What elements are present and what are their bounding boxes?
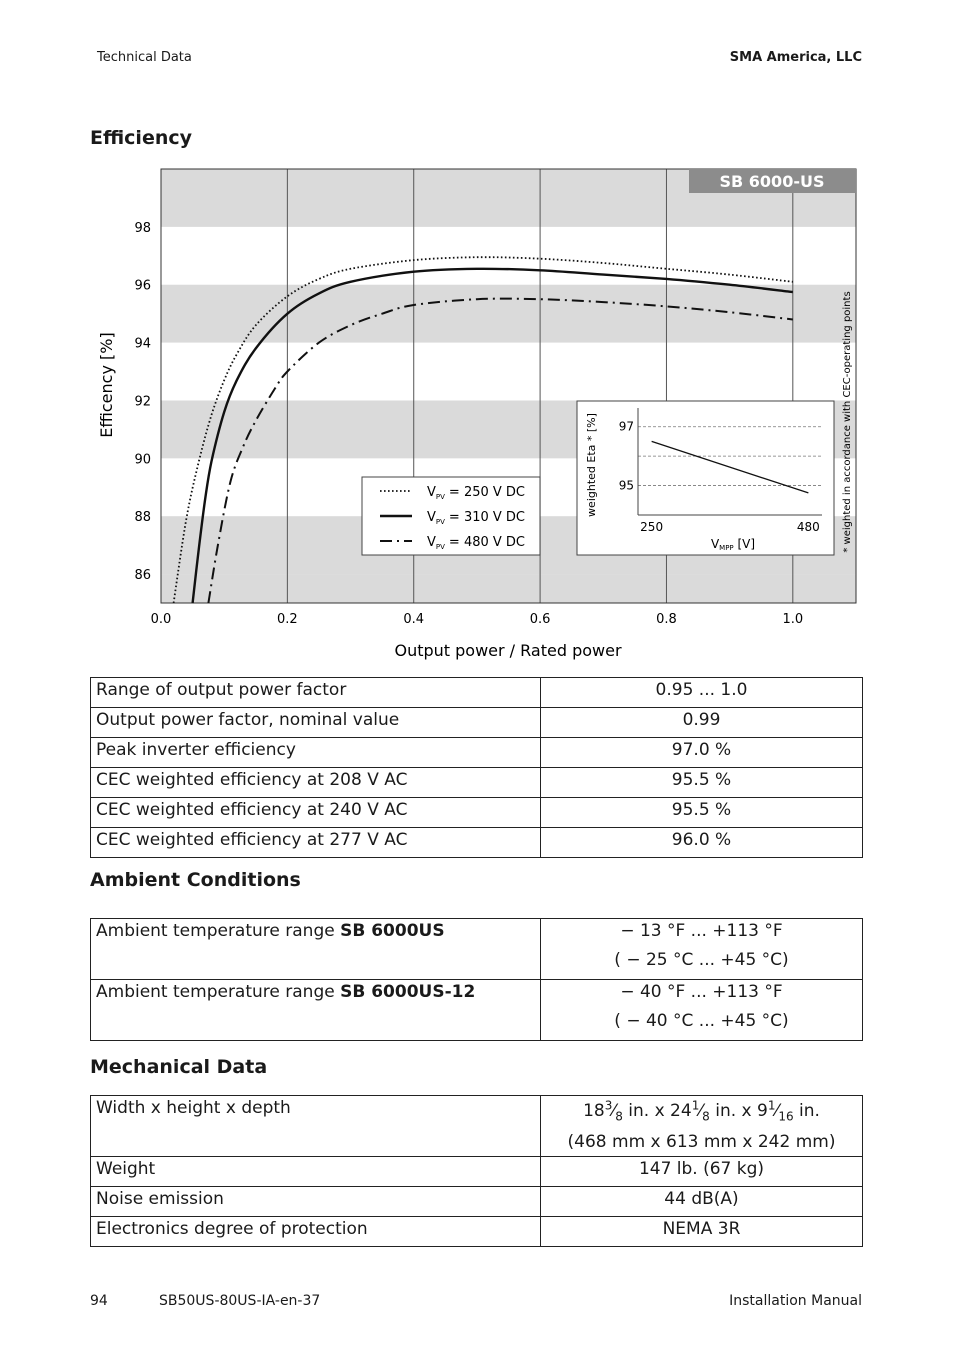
y-tick-label: 98 [134,220,151,236]
inset-x-tick: 250 [640,520,664,534]
x-tick-label: 0.0 [150,612,172,627]
inset-y-tick: 97 [618,419,634,434]
spec-label: Noise emission [91,1187,541,1217]
legend-label: $V_{PV} = 310$ V DC [427,510,526,526]
table-row [91,1217,863,1247]
inset-x-tick: 480 [796,520,820,534]
spec-label: Electronics degree of protection [91,1217,541,1247]
model-name: SB 6000US [340,921,445,941]
table-row [91,768,863,798]
table-row [91,708,863,738]
grid-band [161,285,856,343]
ambient-table [90,918,863,1041]
model-badge: SB 6000-US [719,172,825,191]
spec-label: Ambient temperature range SB 6000US [91,919,541,980]
y-tick-label: 86 [134,568,151,584]
cec-footnote: * weighted in accordance with CEC-operating points [842,291,853,553]
spec-label: Output power factor, nominal value [91,708,541,738]
x-tick-label: 0.8 [656,612,677,627]
x-tick-label: 0.4 [403,612,425,627]
table-row [91,828,863,858]
manual-title: Installation Manual [729,1293,862,1309]
spec-label: CEC weighted efficiency at 208 V AC [91,768,541,798]
y-tick-label: 96 [134,278,151,294]
x-tick-label: 0.6 [529,612,551,627]
spec-value: − 40 °F ... +113 °F ( − 40 °C ... +45 °C) [541,980,863,1041]
spec-value: 97.0 % [541,738,863,768]
legend [362,477,540,555]
spec-value: 0.99 [541,708,863,738]
efficiency-heading: Efficiency [90,127,193,149]
spec-label: Weight [91,1157,541,1187]
spec-label: Ambient temperature range SB 6000US-12 [91,980,541,1041]
x-tick-label: 1.0 [782,612,804,627]
table-row [91,798,863,828]
spec-label: Range of output power factor [91,678,541,708]
table-row [91,980,863,1041]
table-row [91,1157,863,1187]
dimensions-label: Width x height x depth [91,1096,541,1157]
grid-band [161,574,856,603]
table-row [91,1096,863,1157]
header-company: SMA America, LLC [729,50,862,65]
y-tick-label: 94 [134,336,151,352]
y-tick-label: 92 [134,394,151,410]
document-id: SB50US-80US-IA-en-37 [159,1293,321,1309]
efficiency-chart [90,160,865,665]
spec-value: 0.95 ... 1.0 [541,678,863,708]
spec-label: Peak inverter efficiency [91,738,541,768]
spec-value: 44 dB(A) [541,1187,863,1217]
inset-y-tick: 95 [618,478,634,493]
x-axis-label: Output power / Rated power [394,641,622,660]
table-row [91,678,863,708]
ambient-heading: Ambient Conditions [90,869,301,891]
table-row [91,919,863,980]
spec-value: 96.0 % [541,828,863,858]
x-tick-label: 0.2 [277,612,298,627]
dimensions-metric: (468 mm x 613 mm x 242 mm) [567,1132,836,1153]
inset-y-label: weighted Eta * [%] [585,413,598,517]
model-name: SB 6000US-12 [340,982,476,1002]
mechanical-heading: Mechanical Data [90,1056,268,1078]
table-row [91,1187,863,1217]
legend-label: $V_{PV} = 480$ V DC [427,535,526,551]
dimensions-value: $18^3⁄_8$ in. x $24^1⁄_8$ in. x $9^1⁄_{16}$ in. (468 mm x 613 mm x 242 mm) [541,1096,863,1157]
legend-label: $V_{PV} = 250$ V DC [427,485,526,501]
spec-value: − 13 °F ... +113 °F ( − 25 °C ... +45 °C) [541,919,863,980]
spec-label: CEC weighted efficiency at 240 V AC [91,798,541,828]
page-number: 94 [90,1293,108,1309]
spec-value: 95.5 % [541,798,863,828]
spec-value: NEMA 3R [541,1217,863,1247]
inset-x-label: VMPP [V] [710,537,756,552]
mechanical-table [90,1095,863,1247]
spec-label: CEC weighted efficiency at 277 V AC [91,828,541,858]
y-tick-label: 90 [134,452,151,468]
table-row [91,738,863,768]
efficiency-table [90,677,863,858]
spec-value: 95.5 % [541,768,863,798]
inset-chart [577,401,834,555]
y-tick-label: 88 [134,510,151,526]
header-section-title: Technical Data [97,50,192,65]
spec-value: 147 lb. (67 kg) [541,1157,863,1187]
y-axis-label: Efficency [%] [97,332,116,438]
